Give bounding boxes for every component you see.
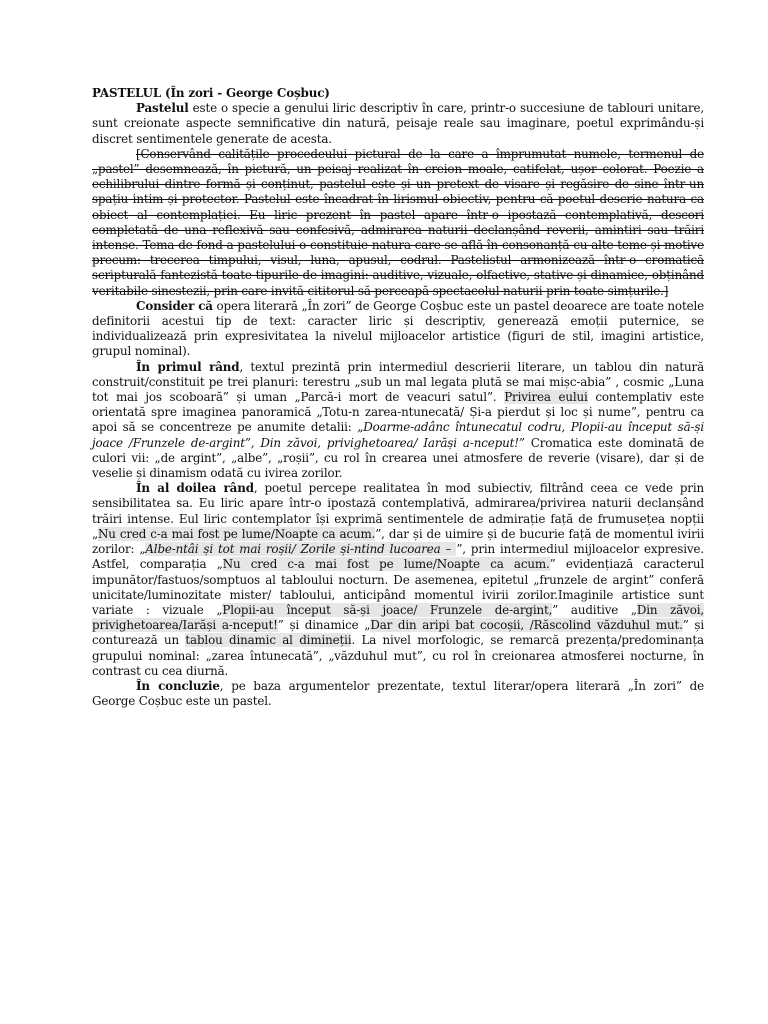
- paragraph-text: , textul prezintă prin intermediul descrierii literare, un tablou din natură construit/constituit pe trei planuri: terestru „sub un mal legata plută se mai mișc-abia” , cosmic „Luna tot mai jos scoboară” și uman „Parcă-i mort de veacuri satul”.: [92, 359, 705, 405]
- paragraph-argument-1: [92, 360, 704, 482]
- lead-term: În al doilea rând: [136, 481, 254, 496]
- highlighted-text: Plopii-au început să-și joace/ Frunzele de-argint,: [222, 602, 553, 617]
- paragraph-conclusion: [92, 679, 704, 709]
- paragraph-text: ” și conturează un: [92, 618, 705, 648]
- highlighted-text: Nu cred c-a mai fost pe lume/Noapte ca acum.: [222, 557, 550, 572]
- paragraph-text: . La nivel morfologic, se remarcă prezența/predominanța grupului nominal: „zarea întunecată”, „văzduhul mut”, cu rol în creionarea atmosferei nocturne, în contrast cu cea diurnă.: [92, 633, 704, 678]
- highlighted-text: Privirea eului: [504, 390, 588, 405]
- paragraph-text: , poetul percepe realitatea în mod subiectiv, filtrând ceea ce vede prin sensibilitatea sa. Eu liric apare într-o ipostază contemplativă, admirarea/privirea naturii declanșând trăiri intense. Eul liric contemplator își exprimă sentimentele de admirație față de frumusețea nopții „: [92, 481, 704, 541]
- lead-term: Consider că: [136, 298, 213, 313]
- paragraph-text: ” evidențiază caracterul impunător/fastuos/somptuos al tabloului nocturn. De asemenea, epitetul „frunzele de argint” conferă unicitate/luminozitate mister/ tablоului, anticipând momentul ivirii zorilor.Imaginile artistice sunt variate : vizuale „: [92, 557, 704, 617]
- paragraph-thesis: [92, 299, 704, 360]
- lead-term: În concluzie: [136, 678, 220, 693]
- document-page: [92, 86, 704, 709]
- paragraph-text: Cromatica este dominată de culori vii: „de argint”, „albe”, „roșii”, cu rol în crearea unei atmosfere de reverie (visare), dar și de veselie și dinamism odată cu ivirea zorilor.: [92, 435, 704, 481]
- lead-term: Pastelul: [136, 101, 189, 116]
- paragraph-argument-2: [92, 481, 704, 679]
- paragraph-text: , pe baza argumentelor prezentate, textul literar/opera literară „În zori” de George Coșbuc este un pastel.: [92, 678, 704, 709]
- paragraph-text: ”, dar și de uimire și de bucurie față de momentul ivirii zorilor: „: [92, 526, 704, 557]
- highlighted-text: Dar din aripi bat cocoșii, /Răscolind văzduhul mut.: [370, 618, 683, 633]
- document-title: PASTELUL (În zori - George Coșbuc): [92, 86, 330, 100]
- quoted-verse: Doarme-adânc întunecatul codru, Plopii-au început să-și joace /Frunzele de-argint”, Din zăvoi, privighetoarea/ Iarăși a-nceput!”: [92, 420, 704, 450]
- highlighted-text: tablou dinamic al dimineții: [185, 633, 352, 648]
- highlighted-text: Nu cred c-a mai fost pe lume/Noapte ca acum.: [98, 526, 376, 541]
- paragraph-text: este o specie a genului liric descriptiv în care, printr-o succesiune de tablouri unitare, sunt creionate aspecte semnificative din natură, peisaje reale sau imaginare, poetul exprimându-și discret sentimentele generate de acesta.: [92, 101, 704, 146]
- paragraph-text: ” și dinamice „: [277, 618, 371, 633]
- highlighted-text: Din zăvoi, privighetoarea/Iarăși a-nceput!: [92, 602, 704, 633]
- quoted-verse: Albe-ntâi și tot mai roșii/ Zorile și-ntind lucoarea –: [145, 542, 457, 557]
- paragraph-text: ” auditive „: [552, 602, 637, 617]
- paragraph-text: contemplativ este orientată spre imaginea panoramică „Totu-n zarea-ntunecată/ Și-a pierdut și loc și nume”, pentru ca apoi să se concentreze pe anumite detalii: „: [92, 390, 705, 435]
- paragraph-text: opera literară „În zori” de George Coșbuc este un pastel deoarece are toate notele definitorii acestui tip de text: caracter liric și descriptiv, generează emoții puternice, se individualizează prin expresivitatea la nivelul mijloacelor artistice (figuri de stil, imagini artistice, grupul nominal).: [92, 298, 704, 359]
- paragraph-struck-out: [Conservând calitățile procedeului pictural de la care a împrumutat numele, termenul de „pastel” desemnează, în pictură, un peisaj realizat în creion moale, catifelat, ușor colorat. Poezie a echilibrului dintre formă și conținut, pastelul este și un pretext de visare și regăsire de sine într-un spațiu intim și protector. Pastelul este încadrat în lirismul obiectiv, pentru că poetul descrie natura ca obiect al contemplației. Eu liric prezent în pastel apare într-o ipostază contemplativă, descori completată de una reflexivă sau confesivă, admirarea naturii declanșând reverii, amintiri sau trăiri intense. Tema de fond a pastelului o constituie natura care se află în consonanță cu alte teme și motive precum: trecerea timpului, visul, luna, apusul, codrul. Pastelistul armonizează într-o cromatică scripturală fantezistă toate tipurile de imagini: auditive, vizuale, olfactive, stative și dinamice, obținând veritabile sinestezii, prin care invită cititorul să perceapă spectacolul naturii prin toate simțurile.]: [92, 146, 704, 298]
- paragraph-definition: [92, 101, 704, 147]
- lead-term: În primul rând: [136, 359, 240, 374]
- paragraph-text: ”, prin intermediul mijloacelor expresive. Astfel, comparația „: [92, 542, 704, 572]
